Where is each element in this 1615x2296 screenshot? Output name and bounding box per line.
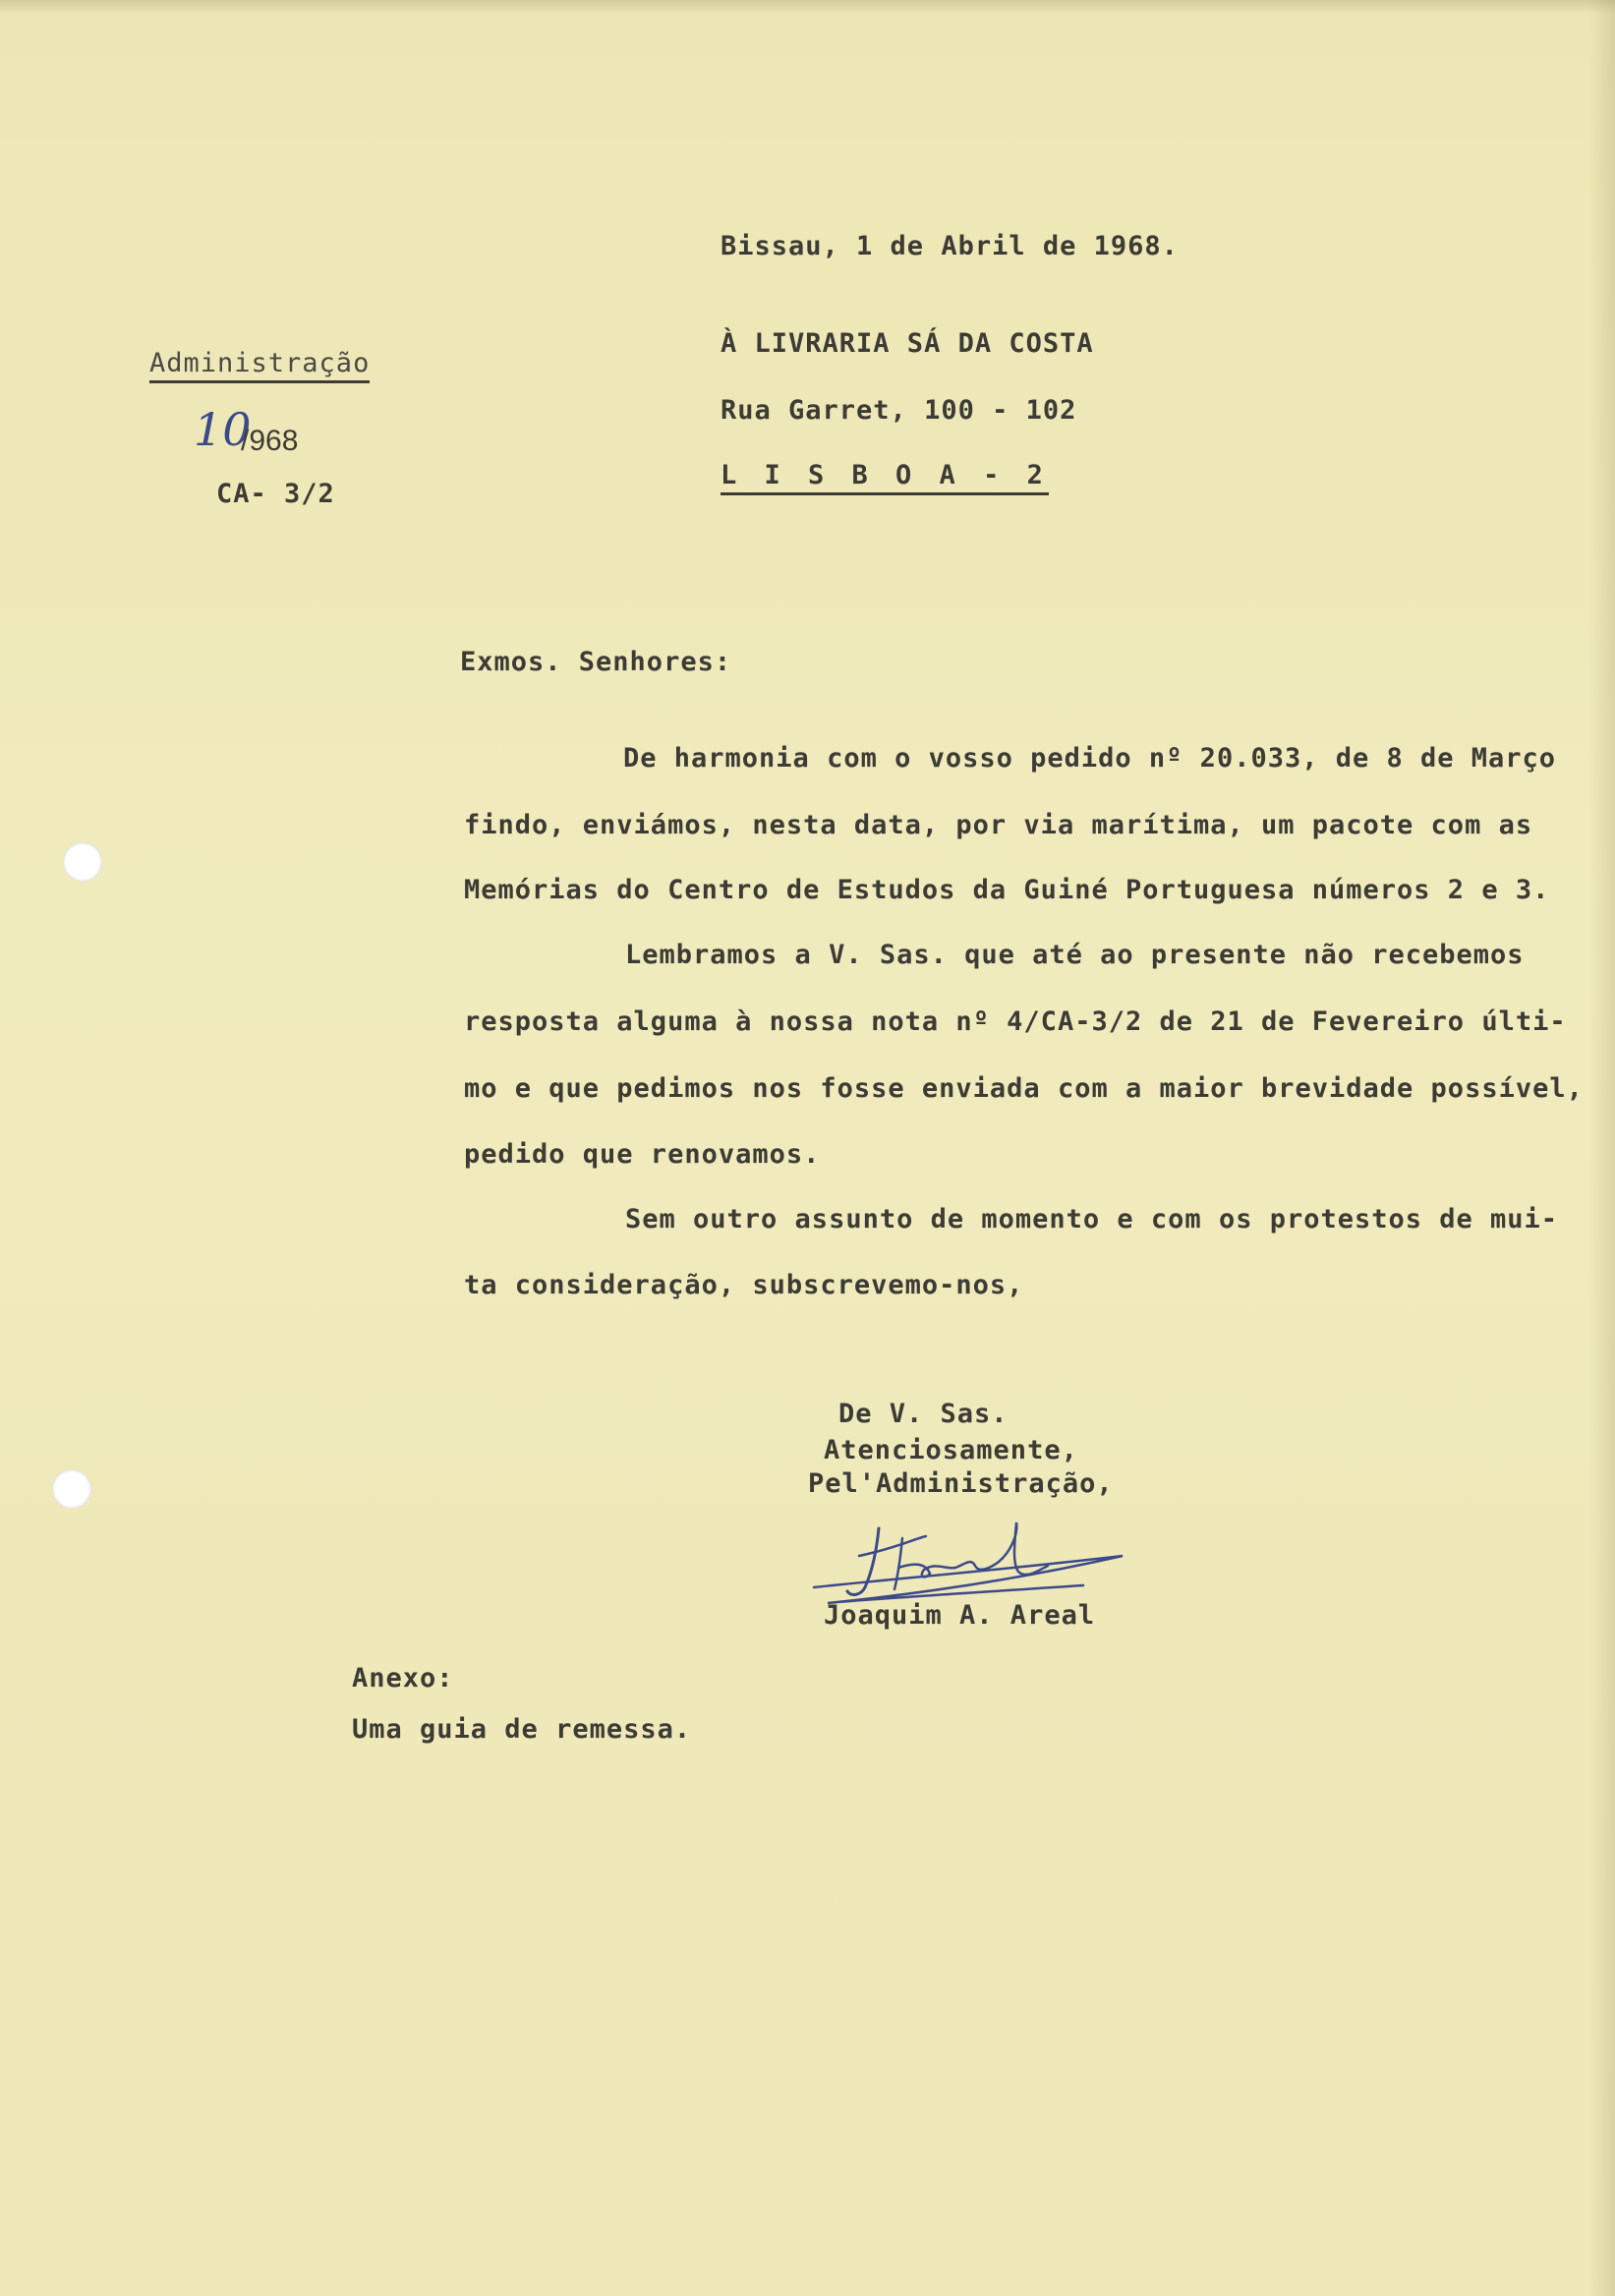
attachment-label: Anexo: — [352, 1663, 454, 1693]
recipient-city: L I S B O A - 2 — [721, 460, 1049, 495]
recipient-address: Rua Garret, 100 - 102 — [721, 395, 1077, 426]
body-line-7: pedido que renovamos. — [464, 1139, 821, 1170]
body-line-4: Lembramos a V. Sas. que até ao presente não recebemos — [625, 940, 1525, 970]
attachment-item: Uma guia de remessa. — [352, 1714, 692, 1745]
body-line-5: resposta alguma à nossa nota nº 4/CA-3/2 de 21 de Fevereiro últi- — [464, 1006, 1567, 1037]
closing-line-2: Atenciosamente, — [824, 1435, 1078, 1465]
department-label: Administração — [149, 348, 370, 383]
place-date: Bissau, 1 de Abril de 1968. — [721, 231, 1179, 261]
closing-line-3: Pel'Administração, — [808, 1468, 1114, 1499]
punch-hole-bottom — [52, 1469, 91, 1509]
body-line-1: De harmonia com o vosso pedido nº 20.033, de 8 de Março — [623, 743, 1557, 774]
closing-line-1: De V. Sas. — [838, 1399, 1009, 1429]
reference-number-handwritten: 10 — [194, 403, 252, 456]
body-line-9: ta consideração, subscrevemo-nos, — [464, 1270, 1024, 1300]
recipient-name: À LIVRARIA SÁ DA COSTA — [721, 328, 1094, 359]
punch-hole-top — [63, 842, 102, 882]
body-line-2: findo, enviámos, nesta data, por via marítima, um pacote com as — [464, 810, 1533, 840]
paper-right-edge — [1589, 0, 1615, 2296]
body-line-3: Memórias do Centro de Estudos da Guiné Portuguesa números 2 e 3. — [464, 875, 1550, 905]
reference-code: CA- 3/2 — [216, 479, 335, 509]
body-line-6: mo e que pedimos nos fosse enviada com a maior brevidade possível, — [464, 1073, 1584, 1104]
salutation: Exmos. Senhores: — [460, 647, 732, 677]
paper-top-edge — [0, 0, 1615, 14]
reference-year: /968 — [241, 425, 299, 457]
body-line-8: Sem outro assunto de momento e com os protestos de mui- — [625, 1204, 1559, 1234]
signer-name: Joaquim A. Areal — [824, 1600, 1096, 1631]
